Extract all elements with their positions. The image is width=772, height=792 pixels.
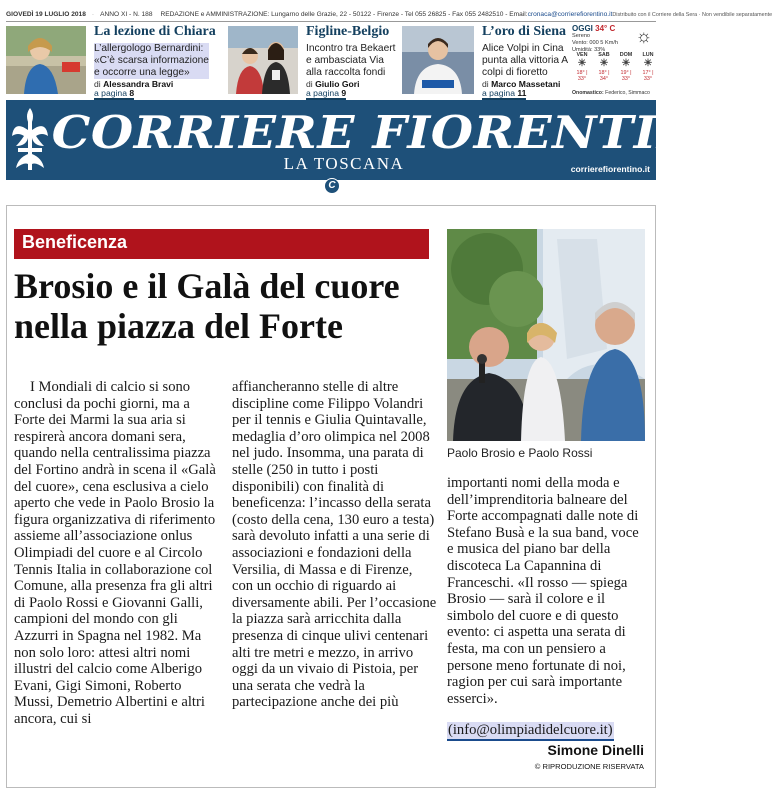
masthead-website-link[interactable]: corrierefiorentino.it [570, 164, 650, 174]
teaser-page-ref[interactable] [306, 88, 346, 100]
forecast-temp: 19° | 33° [620, 70, 632, 82]
article-photo [447, 229, 645, 441]
forecast-temp: 18° | 33° [576, 70, 588, 82]
teaser-lezione-chiara[interactable] [6, 24, 216, 98]
top-info-bar [6, 8, 772, 22]
sun-icon: ☀ [599, 58, 609, 69]
sun-icon: ☼ [635, 26, 652, 46]
forecast-day [572, 52, 592, 82]
onomastico-names: Federico, Simmaco [605, 90, 650, 96]
teaser-page-ref[interactable] [482, 88, 526, 100]
teaser-photo-fencer [402, 26, 474, 94]
teaser-author: Alessandra Bravi [103, 79, 174, 89]
ref-page-number: 8 [129, 88, 135, 98]
teaser-kicker: L’oro di Siena [482, 24, 567, 39]
teaser-text: L’allergologo Bernardini: «C’è scarsa informazione e occorre una legge» [94, 43, 209, 78]
ref-page-number: 9 [341, 88, 347, 98]
sun-icon: ☀ [643, 58, 653, 69]
sun-icon: ☀ [577, 58, 587, 69]
florentine-lily-logo [10, 106, 50, 174]
weather-today-label: OGGI [572, 24, 593, 33]
weather-widget [572, 24, 658, 98]
onomastico-label: Onomastico: [572, 90, 604, 96]
contact-email-link[interactable]: (info@olimpiadidelcuore.it) [447, 722, 614, 741]
teaser-photo-girl [6, 26, 86, 94]
distribution-note: Distribuito con il Corriere della Sera · Non vendibile separatamente [612, 11, 772, 18]
weather-today-temp: 34° C [595, 24, 616, 33]
teaser-author: Marco Massetani [491, 79, 561, 89]
weather-wind: Vento: 000 5 Km/h [572, 40, 619, 46]
sun-icon: ☀ [621, 58, 631, 69]
byline-prefix: di [94, 79, 101, 89]
teaser-row [6, 24, 656, 98]
masthead [6, 100, 745, 180]
forecast-day-name: DOM [619, 52, 633, 58]
article-author: Simone Dinelli [547, 742, 644, 758]
forecast-day [638, 52, 658, 82]
weather-forecast [572, 52, 658, 82]
forecast-day-name: SAB [598, 52, 610, 58]
masthead-badge: C [324, 178, 340, 194]
article-column-3: importanti nomi della moda e dell’imprenditoria balneare del Forte accompagnati dalle note di Stefano Busà e la sua band, voce e musica del piano bar della discoteca La Capannina di Franceschi. «Il rosso — spiega Brosio — sarà il colore e il simbolo del cuore e di questo evento: ci aspetta una serata di festa, ma con un pensiero a persone meno fortunate di noi, ragion per cui sarà importante esserci». [447, 475, 639, 707]
ref-prefix: a pagina [482, 88, 515, 98]
onomastico [572, 90, 650, 96]
forecast-day-name: LUN [642, 52, 654, 58]
ref-prefix: a pagina [94, 88, 127, 98]
weather-condition: Sereno [572, 33, 591, 39]
ref-page-number: 11 [517, 88, 527, 98]
forecast-temp: 17° | 33° [642, 70, 654, 82]
section-banner [14, 229, 429, 259]
masthead-title: CORRIERE FIORENTINO [51, 106, 745, 159]
forecast-day-name: VEN [576, 52, 588, 58]
teaser-text: Incontro tra Bekaert e ambasciata Via alla raccolta fondi [306, 43, 396, 78]
teaser-photo-two-women [228, 26, 298, 94]
separator: · [91, 11, 95, 18]
masthead-subtitle: LA TOSCANA [283, 154, 405, 173]
copyright-notice: © RIPRODUZIONE RISERVATA [534, 762, 644, 771]
forecast-temp: 18° | 34° [598, 70, 610, 82]
teaser-kicker: La lezione di Chiara [94, 24, 216, 39]
section-label: Beneficenza [22, 232, 128, 252]
weather-humidity: Umidità: 33% [572, 47, 606, 53]
teaser-author: Giulio Gori [315, 79, 360, 89]
byline-prefix: di [306, 79, 313, 89]
article-column-2: affiancheranno stelle di altre discipline come Filippo Volandri per il tennis e Giulia Quintavalle, medaglia d’oro olimpica nel 2008 nel judo. Insomma, una parata di stelle (250 in tutto i posti disponibili) con finalità di beneficenza: l’incasso della serata (costo della cena, 130 euro a testa) sarà devoluto infatti a una serie di associazioni e fondazioni della Versilia, di Massa e di Firenze, con un occhio di riguardo ai diversamente abili. Per l’occasione la piazza sarà arricchita dalla presenza di cinque ulivi centenari alti tre metri e mezzo, in arrivo oggi da un vivaio di Pistoia, per una serata che vedrà la partecipazione anche dei più [232, 379, 437, 711]
teaser-page-ref[interactable] [94, 88, 134, 100]
forecast-day [594, 52, 614, 82]
byline-prefix: di [482, 79, 489, 89]
article-headline: Brosio e il Galà del cuore nella piazza del Forte [14, 266, 400, 346]
issue-date: GIOVEDÌ 19 LUGLIO 2018 [6, 11, 86, 18]
teaser-figline-belgio[interactable] [228, 24, 398, 98]
photo-caption: Paolo Brosio e Paolo Rossi [447, 446, 593, 460]
issue-number: ANNO XI - N. 188 [100, 11, 153, 18]
teaser-oro-siena[interactable] [402, 24, 568, 98]
teaser-kicker: Figline-Belgio [306, 24, 390, 39]
forecast-day [616, 52, 636, 82]
article-column-1: I Mondiali di calcio si sono conclusi da pochi giorni, ma a Forte dei Marmi la sua aria si respirerà ancora domani sera, quando nella centralissima piazza del Fortino andrà in scena il «Galà del cuore», cena esclusiva a cielo aperto che vede in Paolo Brosio la figura organizzativa di riferimento assieme all’associazione onlus Olimpiadi del cuore e al Circolo Tennis Italia in collaborazione col Comune, alla presenza fra gli altri di Paolo Rossi e Giovanni Galli, campioni del mondo con gli Azzurri in Spagna nel 1982. Ma non solo loro: attesi altri nomi illustri del calcio come Alberigo Evani, Gigi Simoni, Roberto Mussi, Demetrio Albertini e altri ancora, cui si [14, 379, 216, 727]
editorial-address: REDAZIONE e AMMINISTRAZIONE: Lungarno delle Grazie, 22 - 50122 - Firenze - Tel 055 26825 - Fax 055 2482510 - Email: [160, 11, 528, 18]
teaser-text: Alice Volpi in Cina punta alla vittoria A colpi di fioretto [482, 43, 568, 78]
editorial-email-link[interactable]: cronaca@corrierefiorentino.it [527, 11, 613, 18]
ref-prefix: a pagina [306, 88, 339, 98]
